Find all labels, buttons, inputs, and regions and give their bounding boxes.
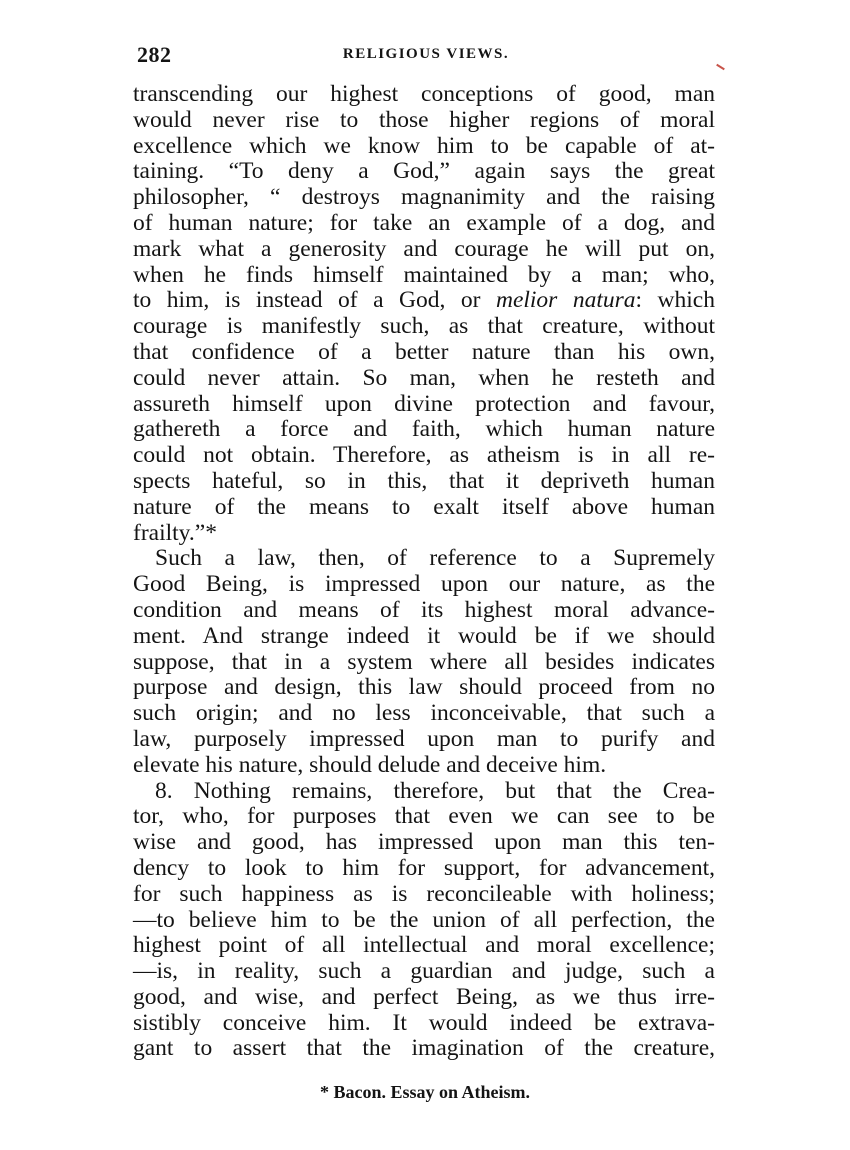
- page-number: 282: [137, 42, 172, 67]
- text-line: for such happiness as is reconcileable with holiness;: [133, 880, 715, 907]
- text-line: 8. Nothing remains, therefore, but that the Crea-: [155, 777, 715, 804]
- text-line: of human nature; for take an example of a dog, and: [133, 209, 715, 236]
- text-line: gathereth a force and faith, which human nature: [133, 416, 715, 443]
- text-line: would never rise to those higher regions of moral: [133, 106, 715, 133]
- text-line: could not obtain. Therefore, as atheism is in all re-: [133, 442, 715, 469]
- text-line: purpose and design, this law should proceed from no: [133, 674, 715, 701]
- text-line: —is, in reality, such a guardian and judge, such a: [133, 958, 715, 985]
- text-line: taining. “To deny a God,” again says the great: [133, 158, 715, 185]
- footnote: * Bacon. Essay on Atheism.: [319, 1082, 531, 1102]
- text-line: could never attain. So man, when he resteth and: [133, 364, 715, 391]
- text-line: law, purposely impressed upon man to purify and: [133, 725, 715, 752]
- body-text: [133, 82, 715, 1062]
- text-line: elevate his nature, should delude and deceive him.: [133, 751, 607, 778]
- running-title: RELIGIOUS VIEWS.: [342, 46, 510, 62]
- text-line: courage is manifestly such, as that creature, without: [133, 313, 715, 340]
- text-line: philosopher, “ destroys magnanimity and the raising: [133, 184, 715, 211]
- italic-phrase: melior natura: [495, 287, 636, 314]
- text-line: wise and good, has impressed upon man this ten-: [133, 829, 715, 856]
- text-line: suppose, that in a system where all besides indicates: [133, 648, 715, 675]
- text-line: dency to look to him for support, for advancement,: [133, 854, 715, 881]
- text-line: Good Being, is impressed upon our nature, as the: [133, 571, 715, 598]
- text-line: frailty.”*: [133, 519, 217, 546]
- text-line: good, and wise, and perfect Being, as we thus irre-: [133, 983, 715, 1010]
- text-line: that confidence of a better nature than his own,: [133, 338, 715, 365]
- text-line: spects hateful, so in this, that it depriveth human: [133, 467, 715, 494]
- running-head: [137, 40, 715, 72]
- text-line: condition and means of its highest moral advance-: [133, 596, 715, 623]
- text-line: mark what a generosity and courage he will put on,: [133, 235, 715, 262]
- text-line: such origin; and no less inconceivable, that such a: [133, 700, 715, 727]
- text-line: assureth himself upon divine protection and favour,: [133, 390, 715, 417]
- text-line: transcending our highest conceptions of good, man: [133, 81, 715, 107]
- text-line: sistibly conceive him. It would indeed be extrava-: [133, 1009, 715, 1036]
- text-line: gant to assert that the imagination of the creature,: [133, 1035, 715, 1062]
- text-line: to him, is instead of a God, or melior natura: which: [133, 287, 715, 314]
- text-line: ment. And strange indeed it would be if we should: [133, 622, 715, 649]
- text-line: when he finds himself maintained by a man; who,: [133, 261, 715, 288]
- text-line: tor, who, for purposes that even we can see to be: [133, 803, 715, 830]
- text-line: highest point of all intellectual and moral excellence;: [133, 932, 715, 959]
- text-line: nature of the means to exalt itself above human: [133, 493, 715, 520]
- text-line: excellence which we know him to be capable of at-: [133, 132, 715, 159]
- text-line: Such a law, then, of reference to a Supremely: [155, 545, 715, 572]
- text-line: —to believe him to be the union of all perfection, the: [133, 906, 715, 933]
- ink-speck: [716, 64, 725, 70]
